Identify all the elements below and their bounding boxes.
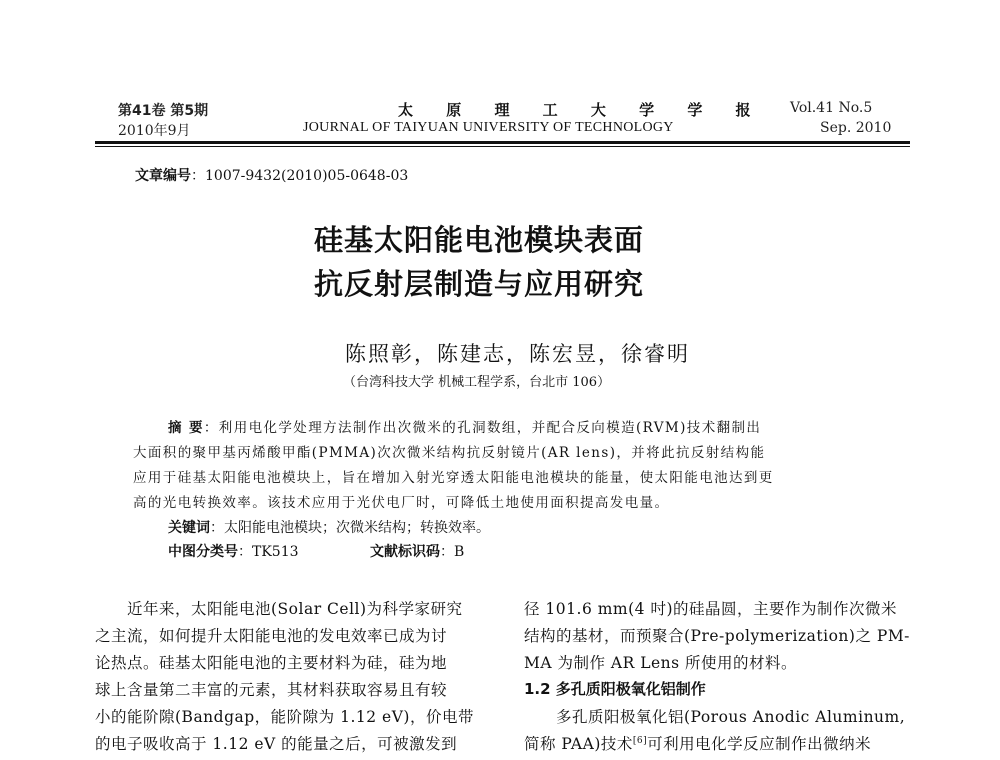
document-code-value: ：B [440,544,465,560]
title-line-1: 硅基太阳能电池模块表面 [314,223,645,257]
date-en: Sep. 2010 [820,120,892,136]
article-number [135,165,408,185]
volume-issue-en: Vol.41 No.5 [790,100,873,116]
document-code-label: 文献标识码 [370,544,440,560]
abstract-line-1 [168,416,761,436]
header-rule-thin [95,146,910,147]
classification-label: 中图分类号 [168,544,238,560]
journal-title-cn: 太 原 理 工 大 学 学 报 [398,101,765,119]
right-column-line-6-end: 可利用电化学反应制作出微纳米 [647,735,872,753]
affiliation: （台湾科技大学 机械工程学系，台北市 106） [343,375,611,390]
article-number-label: 文章编号 [135,168,191,184]
right-column-line-6 [524,732,871,754]
left-column-line-3: 论热点。硅基太阳能电池的主要材料为硅，硅为地 [95,654,448,672]
right-column-line-6-start: 简称 PAA)技术 [524,735,633,753]
keywords [168,517,490,537]
citation-6: [6] [632,735,648,746]
keywords-label: 关键词 [168,520,210,536]
volume-issue-cn: 第41卷 第5期 [118,103,209,119]
section-heading-1-2: 1.2 多孔质阳极氧化铝制作 [524,680,706,698]
classification [168,541,299,561]
classification-value: ：TK513 [238,544,299,560]
left-column-line-5: 小的能阶隙(Bandgap，能阶隙为 1.12 eV)，价电带 [95,708,474,726]
right-column-line-3: MA 为制作 AR Lens 所使用的材料。 [524,654,798,672]
right-column-line-5: 多孔质阳极氧化铝(Porous Anodic Aluminum, [524,708,906,726]
date-cn: 2010年9月 [118,123,191,139]
article-number-value: ：1007-9432(2010)05-0648-03 [191,168,409,184]
title-line-2: 抗反射层制造与应用研究 [314,267,645,301]
left-column-line-1: 近年来，太阳能电池(Solar Cell)为科学家研究 [95,600,463,618]
left-column-line-2: 之主流，如何提升太阳能电池的发电效率已成为讨 [95,627,448,645]
abstract-line-2: 大面积的聚甲基丙烯酸甲酯(PMMA)次次微米结构抗反射镜片(AR lens)，并将此抗反射结构能 [133,445,766,461]
header-rule-thick [95,141,910,144]
abstract-text-1: ：利用电化学处理方法制作出次微米的孔洞数组，并配合反向模造(RVM)技术翻制出 [203,420,762,436]
journal-title-en: JOURNAL OF TAIYUAN UNIVERSITY OF TECHNOLOGY [303,120,674,135]
abstract-label: 摘 要 [168,420,204,436]
right-column-line-1: 径 101.6 mm(4 吋)的硅晶圆，主要作为制作次微米 [524,600,898,618]
document-code [370,541,464,561]
keywords-value: ：太阳能电池模块；次微米结构；转换效率。 [210,520,490,536]
abstract-line-3: 应用于硅基太阳能电池模块上，旨在增加入射光穿透太阳能电池模块的能量，使太阳能电池达到更 [133,470,774,486]
right-column-line-2: 结构的基材，而预聚合(Pre-polymerization)之 PM- [524,627,910,645]
left-column-line-6: 的电子吸收高于 1.12 eV 的能量之后，可被激发到 [95,735,458,753]
abstract-line-4: 高的光电转换效率。该技术应用于光伏电厂时，可降低土地使用面积提高发电量。 [133,495,670,511]
authors: 陈照彰，陈建志，陈宏昱，徐睿明 [345,342,690,366]
left-column-line-4: 球上含量第二丰富的元素，其材料获取容易且有较 [95,681,448,699]
